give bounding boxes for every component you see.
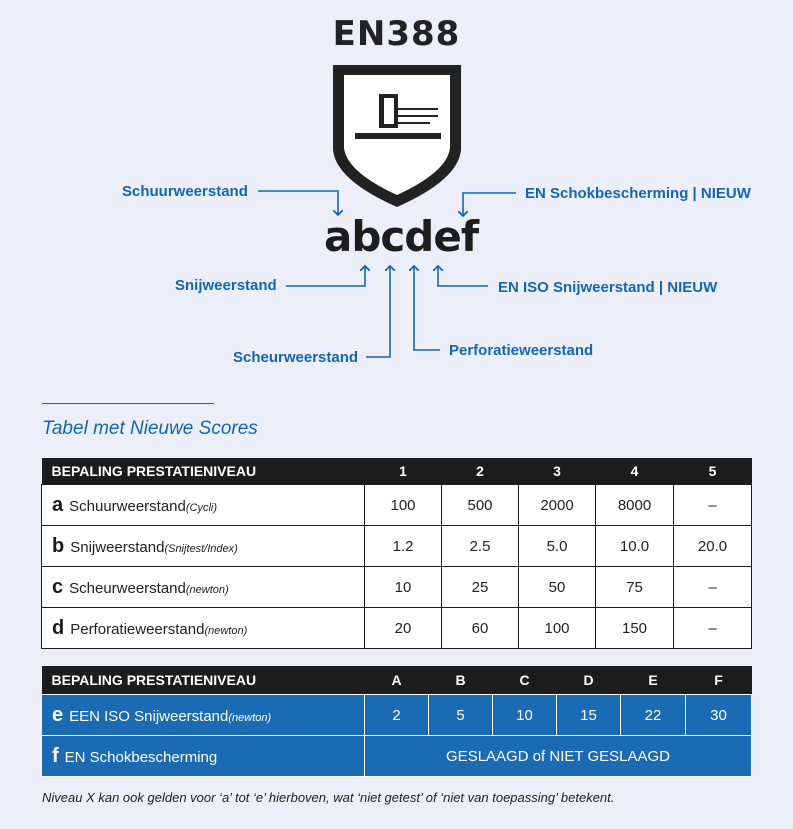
row-unit: (newton) [204,624,248,637]
cut-arrow [286,266,365,286]
table-cell: 10 [493,695,557,736]
table-cell: 100 [519,608,596,649]
table-cell: 5.0 [519,526,596,567]
table-cell: 22 [621,695,686,736]
label-tear: Scheurweerstand [233,349,359,366]
table-row [42,485,752,526]
label-cut: Snijweerstand [175,277,277,294]
table-cell-merged: GESLAAGD of NIET GESLAAGD [365,736,752,777]
row-label [42,485,365,526]
scores-table-iso [41,666,752,777]
table-cell: 20 [365,608,442,649]
shield-hammer-icon [333,65,461,207]
table-cell: 15 [557,695,621,736]
row-unit: (newton) [228,711,272,724]
table-cell: 10.0 [596,526,674,567]
table-cell: 500 [442,485,519,526]
table-cell: – [674,608,752,649]
table-row [42,695,752,736]
table-header-label: BEPALING PRESTATIENIVEAU [42,458,365,485]
row-letter: f [52,744,59,767]
table-cell: 25 [442,567,519,608]
table-cell: 2000 [519,485,596,526]
table-cell: 5 [429,695,493,736]
row-name: Scheurweerstand [69,579,186,597]
row-unit: (newton) [185,583,229,596]
column-header: 1 [365,458,442,485]
table-cell: 100 [365,485,442,526]
iso-cut-arrow [438,266,488,286]
label-abrasion: Schuurweerstand [122,183,248,200]
column-header: 3 [519,458,596,485]
column-header: 5 [674,458,752,485]
table-cell: 50 [519,567,596,608]
column-header: F [686,666,752,695]
row-name: EN Schokbescherming [64,748,218,766]
row-label [42,526,365,567]
row-name: Perforatieweerstand [70,620,205,638]
table-row [42,736,752,777]
column-header: A [365,666,429,695]
table-cell: 30 [686,695,752,736]
footnote: Niveau X kan ook gelden voor ‘a’ tot ‘e’ hierboven, wat ‘niet getest’ of ‘niet van toepassing’ betekent. [42,790,615,805]
table-header-label: BEPALING PRESTATIENIVEAU [42,666,365,695]
row-name: EEN ISO Snijweerstand [69,707,229,725]
column-header: 2 [442,458,519,485]
column-header: B [429,666,493,695]
table-cell: 2.5 [442,526,519,567]
row-name: Snijweerstand [70,538,165,556]
page-title: EN388 [332,14,461,54]
table-row [42,567,752,608]
row-label [42,736,365,777]
column-header: D [557,666,621,695]
row-letter: c [52,575,64,598]
table-cell: 75 [596,567,674,608]
table-cell: 150 [596,608,674,649]
table-row [42,526,752,567]
row-letter: b [52,534,65,557]
table-cell: 2 [365,695,429,736]
table-cell: – [674,567,752,608]
row-letter: d [52,616,65,639]
row-letter: a [52,493,64,516]
label-puncture: Perforatieweerstand [449,342,594,359]
table-header-row [42,666,752,695]
table-cell: 8000 [596,485,674,526]
row-name: Schuurweerstand [69,497,186,515]
table-cell: 60 [442,608,519,649]
table-cell: 20.0 [674,526,752,567]
section-subtitle: Tabel met Nieuwe Scores [42,418,258,439]
table-row [42,608,752,649]
row-unit: (Cycli) [185,501,218,514]
row-unit: (Snijtest/Index) [164,542,238,555]
row-label [42,567,365,608]
table-cell: 1.2 [365,526,442,567]
scores-table-levels [41,458,752,649]
label-iso-cut: EN ISO Snijweerstand | NIEUW [498,279,718,296]
table-cell: 10 [365,567,442,608]
tear-arrow [366,266,390,357]
section-divider [42,403,214,404]
column-header: 4 [596,458,674,485]
label-impact: EN Schokbescherming | NIEUW [525,185,751,202]
row-letter: e [52,703,64,726]
table-cell: – [674,485,752,526]
column-header: E [621,666,686,695]
row-label [42,695,365,736]
table-header-row [42,458,752,485]
row-label [42,608,365,649]
rating-letters: abcdef [324,212,479,261]
puncture-arrow [414,266,440,350]
column-header: C [493,666,557,695]
